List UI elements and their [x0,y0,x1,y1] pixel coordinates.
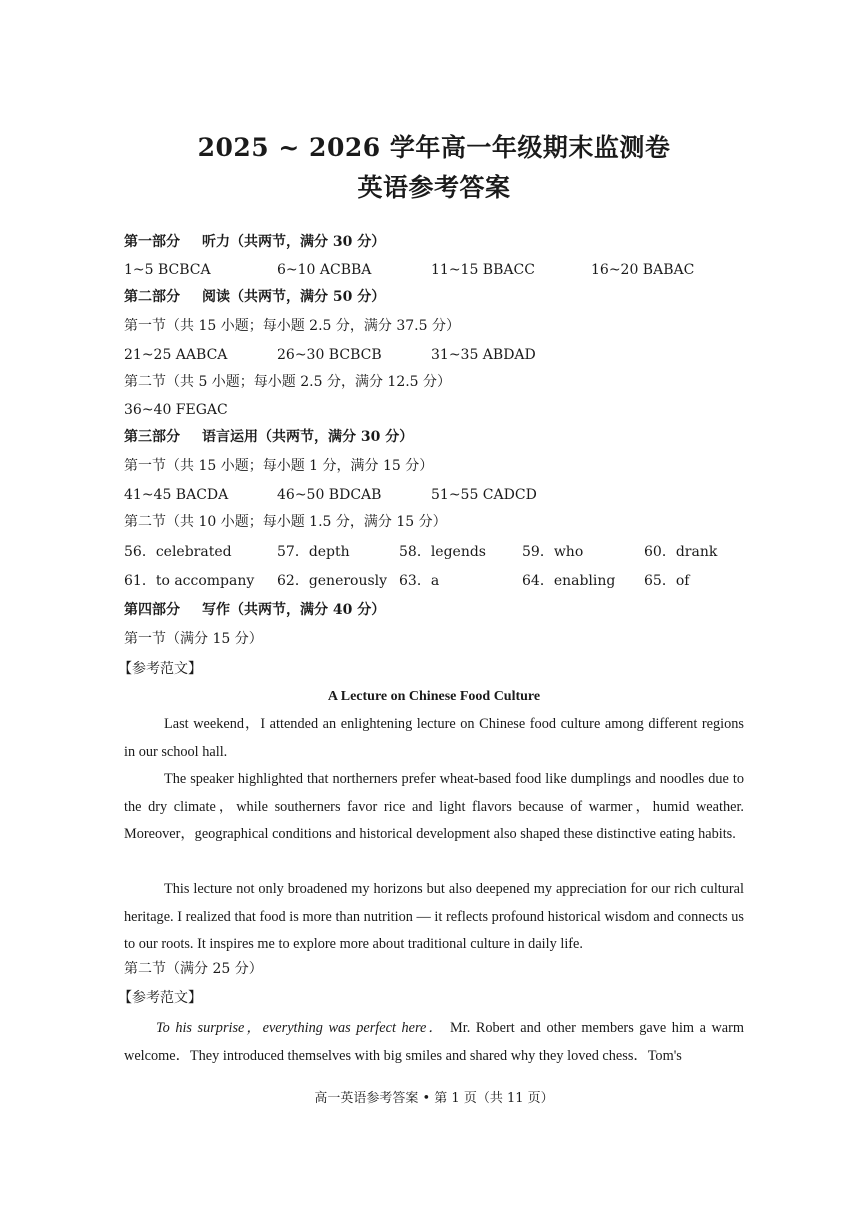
part2-name: 阅读（共两节，满分 50 分） [202,289,386,305]
blank-answer: 63．a [399,573,440,589]
answer-group: 21~25 AABCA [124,347,228,363]
blank-answer: 59．who [522,544,584,560]
sample-label: 【参考范文】 [118,661,202,677]
answer-group: 31~35 ABDAD [431,347,536,363]
part3-section2: 第二节（共 10 小题；每小题 1.5 分，满分 15 分） [124,514,447,530]
blank-answer: 65．of [644,573,690,589]
part3-label: 第三部分 [124,429,180,445]
answer-group: 1~5 BCBCA [124,262,211,278]
answer-group: 26~30 BCBCB [277,347,382,363]
blank-answer: 58．legends [399,544,486,560]
blank-answer: 60．drank [644,544,718,560]
part4-heading [124,601,385,619]
blank-answer: 57．depth [277,544,350,560]
blank-answer: 61．to accompany [124,573,255,589]
part1-label: 第一部分 [124,234,180,250]
essay-paragraph: This lecture not only broadened my horizons but also deepened my appreciation for our rich cultural heritage. I realized that food is more than nutrition — it reflects profound historical wisdom and connects us to our roots. It inspires me to explore more about traditional culture in daily life. [124,881,744,952]
part4-name: 写作（共两节，满分 40 分） [202,602,386,618]
part3-section1: 第一节（共 15 小题；每小题 1 分，满分 15 分） [124,458,434,474]
part1-heading [124,233,385,251]
answer-group: 46~50 BDCAB [277,487,382,503]
essay-paragraph: The speaker highlighted that northerners prefer wheat-based food like dumplings and noodles due to the dry climate，while southerners favor rice and light flavors because of warmer，humid weather. Moreover，geographical conditions and historical development also shaped these distinctive eating habits. [124,771,744,842]
page-title: 2025 ~ 2026 学年高一年级期末监测卷 [197,133,671,162]
story-paragraph [124,1015,744,1070]
part4-label: 第四部分 [124,602,180,618]
answer-group: 51~55 CADCD [431,487,537,503]
part3-heading [124,428,413,446]
part2-section1: 第一节（共 15 小题；每小题 2.5 分，满分 37.5 分） [124,318,460,334]
essay-title: A Lecture on Chinese Food Culture [327,689,541,704]
story-text: Mr. Robert and other members gave him a warm welcome．They introduced themselves with big smiles and shared why they loved chess．Tom's [124,1020,744,1064]
part2-heading [124,288,385,306]
part2-label: 第二部分 [124,289,180,305]
blank-answer: 62．generously [277,573,388,589]
story-opening-sentence: To his surprise，everything was perfect here． [156,1020,445,1036]
part2-section2: 第二节（共 5 小题；每小题 2.5 分，满分 12.5 分） [124,374,452,390]
part4-section1: 第一节（满分 15 分） [124,631,263,647]
answer-group: 16~20 BABAC [591,262,695,278]
blank-answer: 56．celebrated [124,544,232,560]
answer-group: 6~10 ACBBA [277,262,372,278]
part1-name: 听力（共两节，满分 30 分） [202,234,386,250]
answer-group: 11~15 BBACC [431,262,535,278]
part3-name: 语言运用（共两节，满分 30 分） [202,429,414,445]
answer-group: 41~45 BACDA [124,487,229,503]
sample-label: 【参考范文】 [118,990,202,1006]
essay-paragraph: Last weekend，I attended an enlightening lecture on Chinese food culture among different regions in our school hall. [124,716,744,760]
blank-answer: 64．enabling [522,573,616,589]
page-footer: 高一英语参考答案 • 第 1 页（共 11 页） [314,1091,554,1106]
answer-group: 36~40 FEGAC [124,402,228,418]
page-subtitle: 英语参考答案 [357,173,511,202]
part4-section2: 第二节（满分 25 分） [124,961,263,977]
